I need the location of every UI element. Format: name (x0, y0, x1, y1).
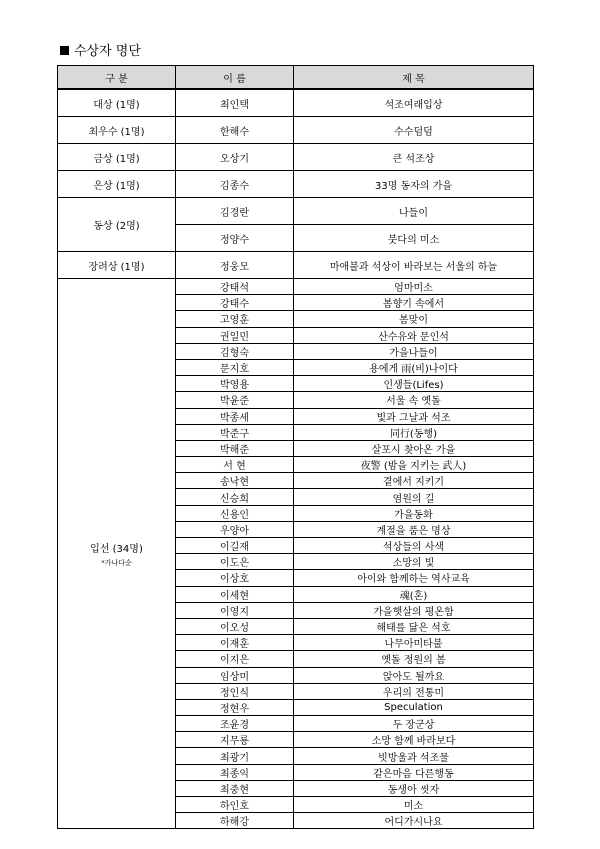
name-cell: 최종익 (176, 764, 294, 780)
title-cell: 나무아미타불 (294, 635, 534, 651)
title-cell: Speculation (294, 699, 534, 715)
name-cell: 신용인 (176, 505, 294, 521)
name-cell: 신승희 (176, 489, 294, 505)
name-cell: 이도은 (176, 554, 294, 570)
name-cell: 한해수 (176, 117, 294, 144)
title-cell: 미소 (294, 797, 534, 813)
title-cell: 우리의 전통미 (294, 683, 534, 699)
name-cell: 임상미 (176, 667, 294, 683)
name-cell: 서 현 (176, 457, 294, 473)
title-cell: 옛돌 정원의 봄 (294, 651, 534, 667)
section-heading (60, 44, 141, 60)
table-row (58, 144, 534, 171)
title-cell: 가을동화 (294, 505, 534, 521)
table-row (58, 171, 534, 198)
category-cell: 장려상 (1명) (58, 252, 176, 279)
name-cell: 정웅모 (176, 252, 294, 279)
title-cell: 아이와 함께하는 역사교육 (294, 570, 534, 586)
name-cell: 강태수 (176, 295, 294, 311)
name-cell: 강태석 (176, 279, 294, 295)
title-cell: 33명 동자의 가을 (294, 171, 534, 198)
title-cell: 가을햇살의 평온함 (294, 602, 534, 618)
category-cell: 금상 (1명) (58, 144, 176, 171)
name-cell: 우양아 (176, 521, 294, 537)
name-cell: 송낙현 (176, 473, 294, 489)
table-row (58, 279, 534, 295)
name-cell: 이재훈 (176, 635, 294, 651)
title-cell: 인생들(Lifes) (294, 376, 534, 392)
sort-note: *가나다순 (101, 558, 132, 567)
name-cell: 이상호 (176, 570, 294, 586)
title-cell: 가을나들이 (294, 343, 534, 359)
title-cell: 동생아 씻자 (294, 780, 534, 796)
name-cell: 오상기 (176, 144, 294, 171)
awards-body (58, 89, 534, 829)
title-cell: 소망의 빛 (294, 554, 534, 570)
title-cell: 夜警 (밤을 지키는 武人) (294, 457, 534, 473)
name-cell: 최인택 (176, 89, 294, 117)
category-cell: 대상 (1명) (58, 89, 176, 117)
header-name: 이 름 (176, 66, 294, 90)
name-cell: 정양수 (176, 225, 294, 252)
name-cell: 하해강 (176, 813, 294, 829)
title-cell: 살포시 찾아온 가을 (294, 440, 534, 456)
title-cell: 수수덤덤 (294, 117, 534, 144)
title-cell: 魂(혼) (294, 586, 534, 602)
title-cell: 빛과 그날과 석조 (294, 408, 534, 424)
name-cell: 김종수 (176, 171, 294, 198)
title-cell: 나들이 (294, 198, 534, 225)
title-cell: 봄맞이 (294, 311, 534, 327)
name-cell: 이지은 (176, 651, 294, 667)
title-cell: 봄향기 속에서 (294, 295, 534, 311)
table-row (58, 117, 534, 144)
title-cell: 서울 속 옛돌 (294, 392, 534, 408)
header-title: 제 목 (294, 66, 534, 90)
name-cell: 권일민 (176, 327, 294, 343)
table-row (58, 89, 534, 117)
title-cell: 같은마음 다른행동 (294, 764, 534, 780)
name-cell: 조윤경 (176, 716, 294, 732)
name-cell: 지무룡 (176, 732, 294, 748)
title-cell: 두 장군상 (294, 716, 534, 732)
category-cell (58, 279, 176, 829)
name-cell: 이오성 (176, 618, 294, 634)
title-cell: 용에게 雨(비)나이다 (294, 359, 534, 375)
name-cell: 박준구 (176, 424, 294, 440)
name-cell: 박영용 (176, 376, 294, 392)
title-cell: 석조여래입상 (294, 89, 534, 117)
title-cell: 해태를 닮은 석호 (294, 618, 534, 634)
name-cell: 이세현 (176, 586, 294, 602)
name-cell: 최중현 (176, 780, 294, 796)
table-row (58, 198, 534, 225)
category-cell: 은상 (1명) (58, 171, 176, 198)
header-row (58, 66, 534, 90)
name-cell: 박종세 (176, 408, 294, 424)
name-cell: 정현우 (176, 699, 294, 715)
title-cell: 소망 함께 바라보다 (294, 732, 534, 748)
title-cell: 산수유와 문인석 (294, 327, 534, 343)
title-cell: 붓다의 미소 (294, 225, 534, 252)
name-cell: 정인식 (176, 683, 294, 699)
header-category: 구 분 (58, 66, 176, 90)
title-cell: 석상들의 사색 (294, 538, 534, 554)
name-cell: 이영지 (176, 602, 294, 618)
name-cell: 문지호 (176, 359, 294, 375)
name-cell: 박해준 (176, 440, 294, 456)
table-row (58, 252, 534, 279)
title-cell: 빗방울과 석조물 (294, 748, 534, 764)
title-cell: 앉아도 될까요 (294, 667, 534, 683)
name-cell: 김형숙 (176, 343, 294, 359)
name-cell: 최광기 (176, 748, 294, 764)
title-cell: 同行(동행) (294, 424, 534, 440)
name-cell: 이길재 (176, 538, 294, 554)
title-cell: 염원의 길 (294, 489, 534, 505)
title-cell: 곁에서 지키기 (294, 473, 534, 489)
category-cell: 최우수 (1명) (58, 117, 176, 144)
title-cell: 계절을 품은 명상 (294, 521, 534, 537)
name-cell: 고영훈 (176, 311, 294, 327)
name-cell: 박윤준 (176, 392, 294, 408)
title-cell: 마애불과 석상이 바라보는 서울의 하늘 (294, 252, 534, 279)
category-cell: 동상 (2명) (58, 198, 176, 252)
awards-table (57, 65, 534, 829)
title-cell: 어디가시나요 (294, 813, 534, 829)
title-cell: 큰 석조상 (294, 144, 534, 171)
name-cell: 김경란 (176, 198, 294, 225)
black-square-icon (60, 46, 69, 55)
title-cell: 엄마미소 (294, 279, 534, 295)
heading-text: 수상자 명단 (74, 44, 141, 59)
name-cell: 하인호 (176, 797, 294, 813)
category-label: 입선 (34명) (90, 543, 143, 555)
